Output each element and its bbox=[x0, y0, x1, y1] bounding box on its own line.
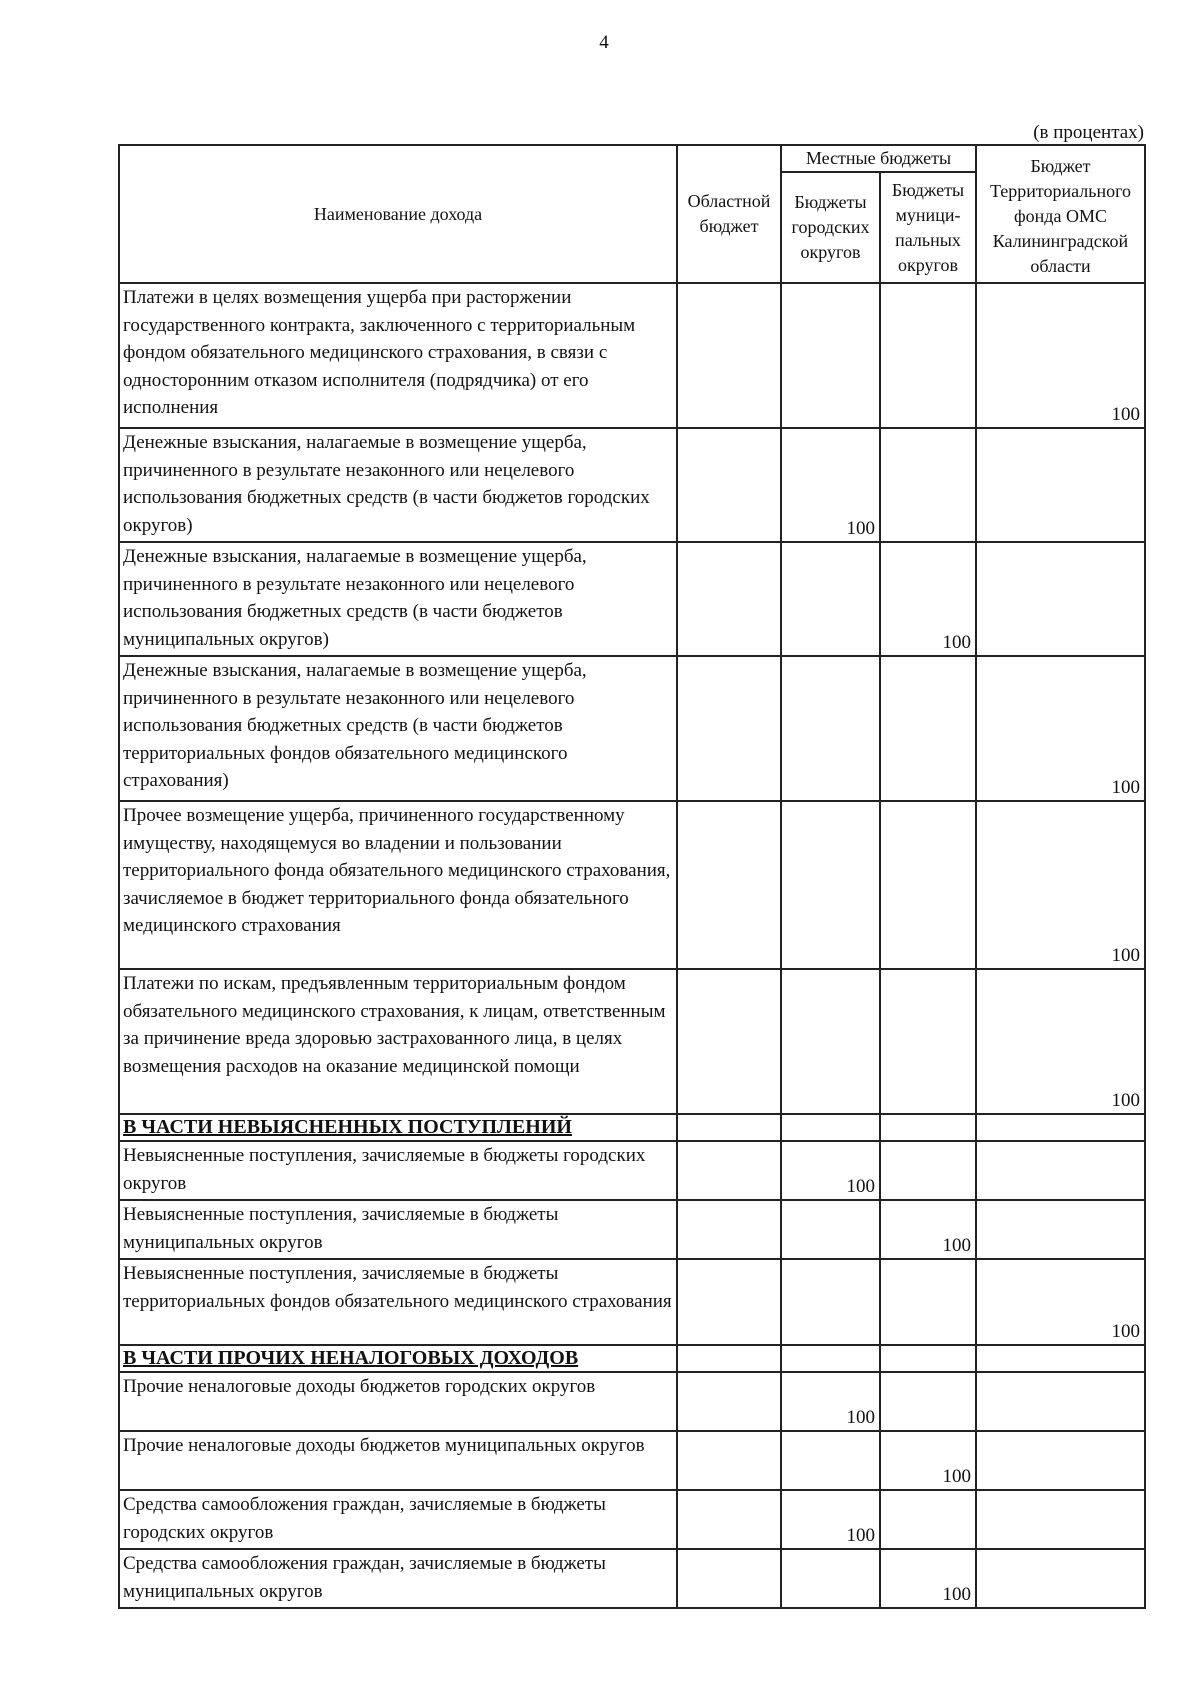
municipal-budgets-cell: 100 bbox=[880, 1200, 976, 1259]
revenue-name: Прочие неналоговые доходы бюджетов городских округов bbox=[119, 1372, 677, 1431]
section-title: В ЧАСТИ ПРОЧИХ НЕНАЛОГОВЫХ ДОХОДОВ bbox=[119, 1345, 677, 1372]
oms-budget-cell: 100 bbox=[976, 969, 1145, 1114]
oms-budget-cell bbox=[976, 1372, 1145, 1431]
regional-budget-cell bbox=[677, 1549, 781, 1608]
oms-budget-cell: 100 bbox=[976, 801, 1145, 969]
regional-budget-cell bbox=[677, 1114, 781, 1141]
revenue-name: Денежные взыскания, налагаемые в возмещение ущерба, причиненного в результате незаконного или нецелевого использования бюджетных средств (в части бюджетов муниципальных округов) bbox=[119, 542, 677, 656]
regional-budget-cell bbox=[677, 1372, 781, 1431]
municipal-budgets-cell bbox=[880, 428, 976, 542]
table-row bbox=[119, 1490, 1145, 1549]
table-row bbox=[119, 1259, 1145, 1345]
units-note: (в процентах) bbox=[1033, 122, 1144, 143]
table-row bbox=[119, 656, 1145, 801]
table-body bbox=[119, 283, 1145, 1608]
table-row bbox=[119, 1431, 1145, 1490]
oms-budget-cell bbox=[976, 1114, 1145, 1141]
header-regional-budget: Областной бюджет bbox=[677, 145, 781, 283]
table-row bbox=[119, 428, 1145, 542]
regional-budget-cell bbox=[677, 428, 781, 542]
table-row bbox=[119, 1372, 1145, 1431]
municipal-budgets-cell: 100 bbox=[880, 1549, 976, 1608]
regional-budget-cell bbox=[677, 801, 781, 969]
city-budgets-cell bbox=[781, 1200, 880, 1259]
oms-budget-cell bbox=[976, 1200, 1145, 1259]
municipal-budgets-cell bbox=[880, 1345, 976, 1372]
oms-budget-cell bbox=[976, 428, 1145, 542]
municipal-budgets-cell bbox=[880, 969, 976, 1114]
header-city-budgets: Бюджеты городских округов bbox=[781, 172, 880, 283]
city-budgets-cell bbox=[781, 1549, 880, 1608]
city-budgets-cell bbox=[781, 283, 880, 428]
city-budgets-cell: 100 bbox=[781, 1141, 880, 1200]
oms-budget-cell bbox=[976, 542, 1145, 656]
revenue-distribution-table bbox=[118, 144, 1146, 1609]
city-budgets-cell bbox=[781, 656, 880, 801]
regional-budget-cell bbox=[677, 1200, 781, 1259]
section-row bbox=[119, 1345, 1145, 1372]
city-budgets-cell bbox=[781, 542, 880, 656]
regional-budget-cell bbox=[677, 1490, 781, 1549]
oms-budget-cell: 100 bbox=[976, 1259, 1145, 1345]
table-header bbox=[119, 145, 1145, 283]
header-local-budgets: Местные бюджеты bbox=[781, 145, 976, 172]
section-title: В ЧАСТИ НЕВЫЯСНЕННЫХ ПОСТУПЛЕНИЙ bbox=[119, 1114, 677, 1141]
revenue-name: Средства самообложения граждан, зачисляемые в бюджеты городских округов bbox=[119, 1490, 677, 1549]
municipal-budgets-cell bbox=[880, 1372, 976, 1431]
page-number: 4 bbox=[599, 32, 609, 53]
header-name: Наименование дохода bbox=[119, 145, 677, 283]
city-budgets-cell: 100 bbox=[781, 1490, 880, 1549]
city-budgets-cell bbox=[781, 969, 880, 1114]
city-budgets-cell bbox=[781, 801, 880, 969]
section-row bbox=[119, 1114, 1145, 1141]
regional-budget-cell bbox=[677, 969, 781, 1114]
city-budgets-cell: 100 bbox=[781, 428, 880, 542]
oms-budget-cell bbox=[976, 1345, 1145, 1372]
table-row bbox=[119, 283, 1145, 428]
regional-budget-cell bbox=[677, 542, 781, 656]
city-budgets-cell bbox=[781, 1345, 880, 1372]
city-budgets-cell bbox=[781, 1114, 880, 1141]
table-row bbox=[119, 1549, 1145, 1608]
municipal-budgets-cell bbox=[880, 656, 976, 801]
municipal-budgets-cell bbox=[880, 1114, 976, 1141]
oms-budget-cell: 100 bbox=[976, 656, 1145, 801]
revenue-name: Невыясненные поступления, зачисляемые в бюджеты городских округов bbox=[119, 1141, 677, 1200]
municipal-budgets-cell: 100 bbox=[880, 542, 976, 656]
revenue-name: Денежные взыскания, налагаемые в возмещение ущерба, причиненного в результате незаконного или нецелевого использования бюджетных средств (в части бюджетов территориальных фондов обязательного медицинского страхования) bbox=[119, 656, 677, 801]
regional-budget-cell bbox=[677, 1345, 781, 1372]
municipal-budgets-cell bbox=[880, 283, 976, 428]
revenue-name: Невыясненные поступления, зачисляемые в бюджеты территориальных фондов обязательного медицинского страхования bbox=[119, 1259, 677, 1345]
municipal-budgets-cell bbox=[880, 1490, 976, 1549]
regional-budget-cell bbox=[677, 283, 781, 428]
city-budgets-cell bbox=[781, 1431, 880, 1490]
municipal-budgets-cell bbox=[880, 1259, 976, 1345]
table-row bbox=[119, 1200, 1145, 1259]
city-budgets-cell bbox=[781, 1259, 880, 1345]
regional-budget-cell bbox=[677, 1141, 781, 1200]
oms-budget-cell bbox=[976, 1549, 1145, 1608]
municipal-budgets-cell bbox=[880, 1141, 976, 1200]
header-oms-budget: Бюджет Территориального фонда ОМС Калининградской области bbox=[976, 145, 1145, 283]
city-budgets-cell: 100 bbox=[781, 1372, 880, 1431]
revenue-name: Денежные взыскания, налагаемые в возмещение ущерба, причиненного в результате незаконного или нецелевого использования бюджетных средств (в части бюджетов городских округов) bbox=[119, 428, 677, 542]
revenue-name: Невыясненные поступления, зачисляемые в бюджеты муниципальных округов bbox=[119, 1200, 677, 1259]
municipal-budgets-cell bbox=[880, 801, 976, 969]
revenue-name: Платежи в целях возмещения ущерба при расторжении государственного контракта, заключенного с территориальным фондом обязательного медицинского страхования, в связи с односторонним отказом исполнителя (подрядчика) от его исполнения bbox=[119, 283, 677, 428]
revenue-name: Прочие неналоговые доходы бюджетов муниципальных округов bbox=[119, 1431, 677, 1490]
revenue-name: Прочее возмещение ущерба, причиненного государственному имуществу, находящемуся во владении и пользовании территориального фонда обязательного медицинского страхования, зачисляемое в бюджет территориального фонда обязательного медицинского страхования bbox=[119, 801, 677, 969]
oms-budget-cell bbox=[976, 1141, 1145, 1200]
header-municipal-budgets: Бюджеты муници-пальных округов bbox=[880, 172, 976, 283]
table-row bbox=[119, 1141, 1145, 1200]
revenue-name: Средства самообложения граждан, зачисляемые в бюджеты муниципальных округов bbox=[119, 1549, 677, 1608]
oms-budget-cell bbox=[976, 1431, 1145, 1490]
municipal-budgets-cell: 100 bbox=[880, 1431, 976, 1490]
regional-budget-cell bbox=[677, 656, 781, 801]
revenue-name: Платежи по искам, предъявленным территориальным фондом обязательного медицинского страхования, к лицам, ответственным за причинение вреда здоровью застрахованного лица, в целях возмещения расходов на оказание медицинской помощи bbox=[119, 969, 677, 1114]
oms-budget-cell bbox=[976, 1490, 1145, 1549]
table-row bbox=[119, 542, 1145, 656]
table-row bbox=[119, 801, 1145, 969]
table-row bbox=[119, 969, 1145, 1114]
regional-budget-cell bbox=[677, 1259, 781, 1345]
oms-budget-cell: 100 bbox=[976, 283, 1145, 428]
regional-budget-cell bbox=[677, 1431, 781, 1490]
